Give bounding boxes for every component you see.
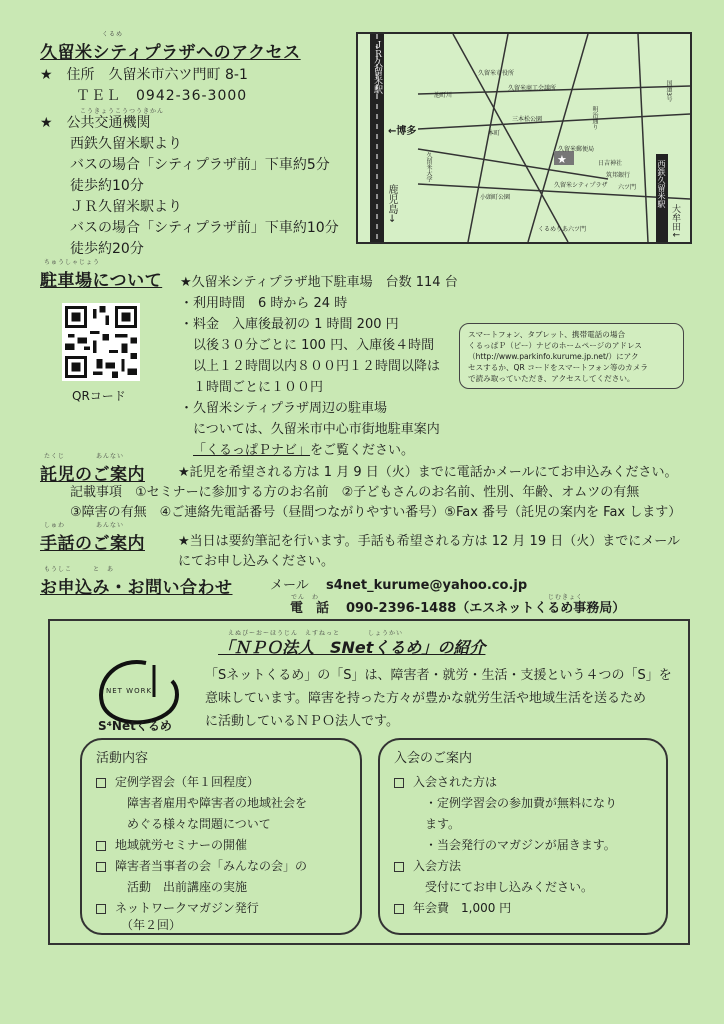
sign-line-2: にてお申し込みください。 <box>178 554 335 569</box>
checkbox-icon <box>96 862 106 872</box>
phone-note-line: くるっぱＰ（ピー）ナビのホームページのアドレス <box>468 341 642 350</box>
npo-desc-2: 意味しています。障害を持った方々が豊かな就労生活や地域生活を送るため <box>205 691 646 706</box>
membership-box <box>378 738 668 935</box>
mail-label: メール <box>270 578 309 593</box>
logo-network: NET WORK <box>106 687 153 695</box>
contact-title: お申込み・お問い合わせ <box>40 578 233 598</box>
transport-ruby: こうきょうこうつうきかん <box>80 108 165 115</box>
map-honmachi: 本町 <box>488 130 501 137</box>
checkbox-icon <box>96 778 106 788</box>
activity-item: 障害者雇用や障害者の地域社会を <box>115 796 308 810</box>
parking-qr-code[interactable] <box>62 303 140 381</box>
bus1-line: バスの場合「シティプラザ前」下車約5分 <box>70 157 330 173</box>
parking-line-4: 以後３０分ごとに 100 円、入庫後４時間 <box>180 338 435 353</box>
nishitetsu-line: 西鉄久留米駅より <box>70 136 182 152</box>
mail-address[interactable]: s4net_kurume@yahoo.co.jp <box>326 578 528 593</box>
parking-line-7: ・久留米シティプラザ周辺の駐車場 <box>180 401 387 416</box>
sign-ruby-1: しゅわ <box>44 522 66 529</box>
map-aeon: 六ツ門 <box>618 184 637 191</box>
activity-item: ネットワークマガジン発行 <box>96 898 259 919</box>
tel-number[interactable]: 090-2396-1488（エスネットくるめ事務局） <box>346 601 626 616</box>
parking-line-5: 以上１２時間以内８００円１２時間以降は <box>180 359 441 374</box>
access-tel: ＴＥＬ 0942-36-3000 <box>76 88 248 104</box>
qr-label: QRコード <box>72 389 126 403</box>
activity-item: 定例学習会（年１回程度） <box>96 772 259 793</box>
phone-note-line: スマートフォン、タブレット、携帯電話の場合 <box>468 330 626 339</box>
membership-item: ・定例学習会の参加費が無料になり <box>413 796 618 810</box>
plaza-star: ★ <box>557 153 567 166</box>
qr-pattern <box>62 303 140 381</box>
npo-title-ruby: えぬぴーおーほうじん えすねっと しょうかい <box>228 630 404 637</box>
npo-desc-1: 「Sネットくるめ」の「S」は、障害者・就労・生活・支援という４つの「S」を <box>205 668 672 683</box>
childcare-title: 託児のご案内 <box>40 465 145 485</box>
access-title: 久留米シティプラザへのアクセス <box>40 43 301 63</box>
parking-line-2: ・利用時間 6 時から 24 時 <box>180 296 348 311</box>
membership-item: ・当会発行のマガジンが届きます。 <box>413 838 616 852</box>
parking-ruby: ちゅうしゃじょう <box>44 259 101 266</box>
childcare-line-1: ★託児を希望される方は 1 月 9 日（火）までに電話かメールにてお申込みください。 <box>178 465 678 480</box>
tel-ruby: でん わ <box>291 594 320 601</box>
parking-line-1: ★久留米シティプラザ地下駐車場 台数 114 台 <box>180 275 458 290</box>
sign-ruby-2: あんない <box>96 522 125 529</box>
navi-link[interactable]: 「くるっぱＰナビ」 <box>193 443 311 458</box>
map-plaza: 久留米シティプラザ <box>554 182 608 189</box>
childcare-ruby-2: あんない <box>96 453 125 460</box>
npo-title: 「ＮＰＯ法人 SNetくるめ」の紹介 <box>218 638 486 657</box>
map-shrine: 日吉神社 <box>598 160 623 167</box>
activity-item: めぐる様々な問題について <box>115 817 271 831</box>
smartphone-note <box>459 323 684 389</box>
membership-title: 入会のご案内 <box>394 751 473 766</box>
checkbox-icon <box>96 904 106 914</box>
tel-label: 電 話 <box>290 601 330 616</box>
membership-item: 受付にてお申し込みください。 <box>413 880 594 894</box>
checkbox-icon <box>394 904 404 914</box>
activities-title: 活動内容 <box>96 751 149 766</box>
map-jr-station: ＪＲ久留米駅 <box>372 40 382 94</box>
map-chamber: 久留米商工会議所 <box>508 85 557 92</box>
activity-item: 地域就労セミナーの開催 <box>96 835 247 856</box>
contact-ruby: もうしこ と あ <box>44 566 115 573</box>
activity-item: （年２回） <box>115 918 182 932</box>
activity-item: 活動 出前講座の実施 <box>115 880 248 894</box>
membership-item: ます。 <box>413 817 461 831</box>
map-east: 国道3号 <box>665 80 672 102</box>
map-bank: 筑邦銀行 <box>606 172 631 179</box>
childcare-line-3: ③障害の有無 ④ご連絡先電話番号（昼間つながりやすい番号）⑤Fax 番号（託児の案内を Fax します） <box>70 505 682 520</box>
map-park: 小頭町公園 <box>480 194 511 201</box>
parking-line-8: については、久留米市中心市街地駐車案内 <box>180 422 440 437</box>
activities-box <box>80 738 362 935</box>
membership-item: 入会された方は <box>394 772 497 793</box>
activity-item: 障害者当事者の会「みんなの会」の <box>96 856 307 877</box>
access-map <box>356 32 692 244</box>
parking-title: 駐車場について <box>40 271 163 291</box>
jr-line: ＪＲ久留米駅より <box>70 199 182 215</box>
access-title-ruby: くるめ <box>102 31 124 38</box>
map-mitsui: 三本松公園 <box>512 116 543 123</box>
childcare-ruby-1: たくじ <box>44 453 66 460</box>
sign-title: 手話のご案内 <box>40 534 145 554</box>
map-nishitetsu: 西鉄久留米駅 <box>657 160 666 208</box>
parking-navi-line <box>193 440 414 461</box>
membership-item: 年会費 1,000 円 <box>394 898 511 919</box>
bus2-line: バスの場合「シティプラザ前」下車約10分 <box>70 220 339 236</box>
map-seibu: 明治通り <box>591 106 598 130</box>
navi-tail: をご覧ください。 <box>310 443 415 458</box>
parking-line-3: ・料金 入庫後最初の 1 時間 200 円 <box>180 317 399 332</box>
checkbox-icon <box>394 862 404 872</box>
map-post: 久留米郵便局 <box>558 146 595 153</box>
access-address: ★ 住所 久留米市六ツ門町 8-1 <box>40 67 248 83</box>
map-drawing <box>358 34 690 242</box>
walk2-line: 徒歩約20分 <box>70 241 144 257</box>
checkbox-icon <box>394 778 404 788</box>
transport-heading: ★ 公共交通機関 <box>40 115 151 131</box>
tel-ruby-2: じむきょく <box>548 594 584 601</box>
map-river: 池町川 <box>434 92 453 99</box>
parking-line-6: １時間ごとに１００円 <box>180 380 324 395</box>
phone-note-line: で読み取っていただき、アクセスしてください。 <box>468 374 635 383</box>
checkbox-icon <box>96 841 106 851</box>
phone-note-line: セスするか、QR コードをスマートフォン等のカメラ <box>468 363 648 372</box>
membership-item: 入会方法 <box>394 856 461 877</box>
map-kyushu-uni: 久留米大学 <box>425 152 432 182</box>
npo-intro-box <box>48 619 690 945</box>
map-omuta: 大牟田↓ <box>670 204 680 239</box>
map-rokutsumon: くるめりあ六ツ門 <box>538 226 587 233</box>
npo-desc-3: に活動しているＮＰＯ法人です。 <box>205 714 399 729</box>
map-kagoshima: 鹿児島→ <box>386 184 397 223</box>
map-hakata: ←博多 <box>388 126 417 137</box>
walk1-line: 徒歩約10分 <box>70 178 144 194</box>
sign-line-1: ★当日は要約筆記を行います。手話も希望される方は 12 月 19 日（火）までにメール <box>178 534 680 549</box>
logo-name: S⁴Netくるめ <box>98 719 172 733</box>
map-city-hall: 久留米市役所 <box>478 70 515 77</box>
childcare-line-2: 記載事項 ①セミナーに参加する方のお名前 ②子どもさんのお名前、性別、年齢、オムツの有無 <box>70 485 640 500</box>
phone-note-line: （http://www.parkinfo.kurume.jp.net/）にアク <box>468 352 639 361</box>
